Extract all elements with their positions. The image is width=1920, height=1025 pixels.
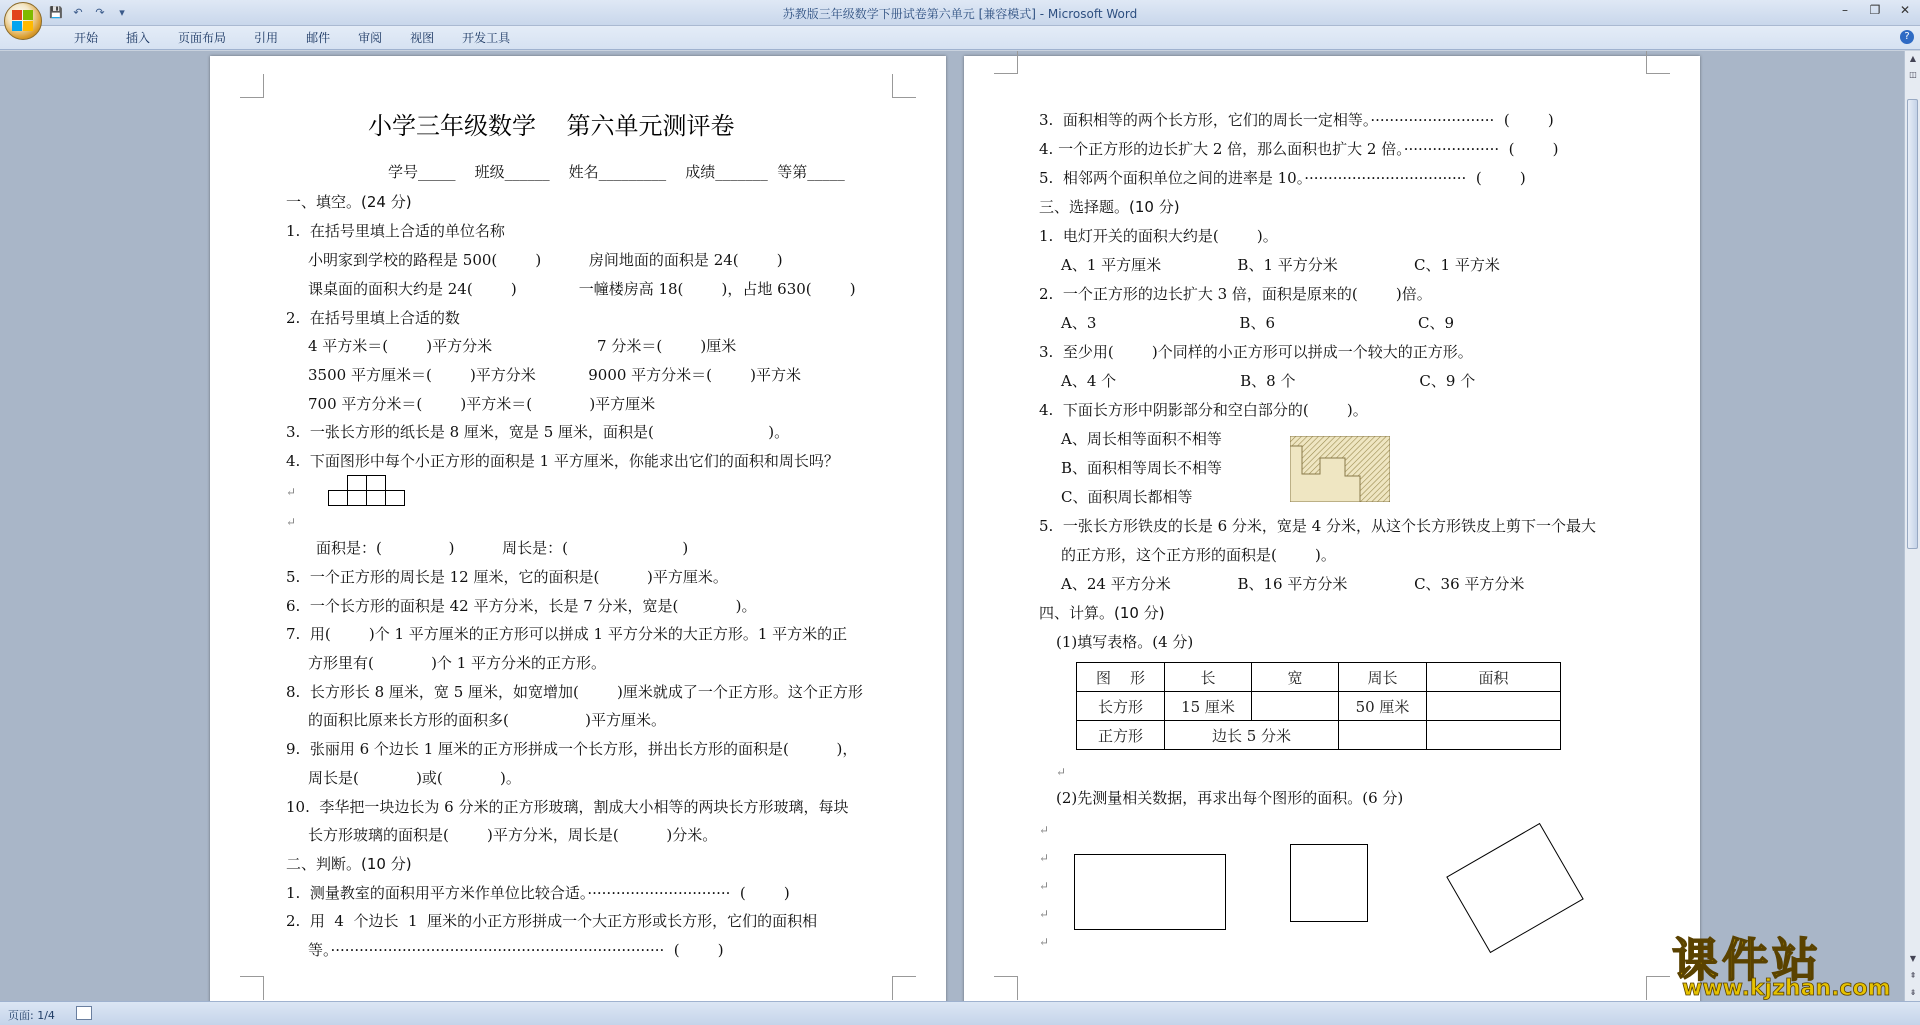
margin-corner-mark [1646, 976, 1670, 1000]
question-text: 小明家到学校的路程是 500( ) 房间地面的面积是 24( ) [308, 251, 783, 269]
unit-square [347, 490, 367, 506]
margin-corner-mark [994, 976, 1018, 1000]
question-text: 的面积比原来长方形的面积多( )平方厘米。 [308, 711, 666, 729]
help-icon[interactable]: ? [1900, 30, 1914, 44]
margin-corner-mark [892, 74, 916, 98]
answer-options: A、1 平方厘米 B、1 平方分米 C、1 平方米 [1061, 256, 1500, 274]
paragraph-mark: ↵ [1056, 765, 1067, 779]
page-title: 小学三年级数学 第六单元测评卷 [368, 112, 735, 140]
unit-square [366, 475, 386, 491]
table-cell: 正方形 [1077, 721, 1165, 750]
page-2[interactable] [964, 56, 1700, 1001]
question-text: 2. 用 4 个边长 1 厘米的小正方形拼成一个大正方形或长方形，它们的面积相 [286, 912, 818, 930]
tilted-rectangle-shape[interactable] [1446, 823, 1584, 953]
answer-option: A、周长相等面积不相等 [1061, 430, 1222, 448]
table-cell[interactable] [1252, 692, 1339, 721]
question-text: 课桌面的面积大约是 24( ) 一幢楼房高 18( )，占地 630( ) [308, 280, 856, 298]
question-text: 5. 一张长方形铁皮的长是 6 分米，宽是 4 分米，从这个长方形铁皮上剪下一个最大 [1039, 517, 1597, 535]
question-text: 面积是：( ) 周长是：( ) [316, 539, 689, 557]
window-title: 苏教版三年级数学下册试卷第六单元 [兼容模式] - Microsoft Word [782, 7, 1138, 21]
question-text: 等。······································································ ( ) [308, 941, 724, 959]
unit-square [328, 490, 348, 506]
table-cell: 边长 5 分米 [1165, 721, 1339, 750]
paragraph-mark: ↵ [1039, 823, 1050, 837]
table-header-cell: 周长 [1339, 663, 1427, 692]
watermark-logo-text: 课件站 [1672, 933, 1822, 987]
margin-corner-mark [994, 51, 1018, 74]
site-watermark [1672, 924, 1908, 1000]
maximize-button[interactable]: ❐ [1869, 3, 1881, 17]
unit-square [347, 475, 367, 491]
question-text: 3500 平方厘米＝( )平方分米 9000 平方分米＝( )平方米 [308, 366, 802, 384]
square-shape[interactable] [1290, 844, 1368, 922]
minimize-button[interactable]: – [1842, 3, 1848, 17]
title-bar [0, 0, 1920, 26]
next-page-icon[interactable]: ⇟ [1909, 988, 1917, 997]
question-text: 3. 至少用( )个同样的小正方形可以拼成一个较大的正方形。 [1039, 343, 1473, 361]
answer-options: A、3 B、6 C、9 [1061, 314, 1455, 332]
question-text: 长方形玻璃的面积是( )平方分米，周长是( )分米。 [308, 826, 718, 844]
margin-corner-mark [1646, 51, 1670, 74]
tab-home[interactable]: 开始 [74, 31, 99, 45]
question-text: 9. 张丽用 6 个边长 1 厘米的正方形拼成一个长方形，拼出长方形的面积是( )， [286, 740, 858, 758]
window-controls [1830, 0, 1920, 20]
table-header-cell: 面积 [1427, 663, 1561, 692]
question-text: 1. 电灯开关的面积大约是( )。 [1039, 227, 1278, 245]
question-text: 周长是( )或( )。 [308, 769, 521, 787]
question-text: 1. 在括号里填上合适的单位名称 [286, 222, 505, 240]
sub-question: (2)先测量相关数据，再求出每个图形的面积。(6 分) [1056, 789, 1404, 807]
customize-qat-icon[interactable]: ▾ [119, 5, 125, 19]
question-text: 700 平方分米＝( )平方米＝( )平方厘米 [308, 395, 656, 413]
question-text: 2. 在括号里填上合适的数 [286, 309, 460, 327]
rectangle-shape[interactable] [1074, 854, 1226, 930]
answer-option: B、面积相等周长不相等 [1061, 459, 1223, 477]
table-header-cell: 图 形 [1077, 663, 1165, 692]
vertical-scrollbar[interactable] [1904, 51, 1920, 1001]
undo-icon[interactable]: ↶ [73, 5, 83, 19]
watermark-url: www.kjzhan.com [1682, 976, 1891, 1001]
table-cell[interactable] [1339, 721, 1427, 750]
ribbon-tabs-bar [0, 26, 1920, 50]
paragraph-mark: ↵ [286, 485, 297, 499]
margin-corner-mark [240, 74, 264, 98]
paragraph-mark: ↵ [1039, 851, 1050, 865]
redo-icon[interactable]: ↷ [95, 5, 105, 19]
question-text: 10. 李华把一块边长为 6 分米的正方形玻璃，割成大小相等的两块长方形玻璃，每块 [286, 798, 849, 816]
question-text: 8. 长方形长 8 厘米，宽 5 厘米，如宽增加( )厘米就成了一个正方形。这个正方形 [286, 683, 863, 701]
question-text: 方形里有( )个 1 平方分米的正方形。 [308, 654, 607, 672]
section-heading: 一、填空。(24 分) [286, 193, 412, 211]
paragraph-mark: ↵ [286, 515, 297, 529]
table-header-cell: 长 [1165, 663, 1252, 692]
table-header-cell: 宽 [1252, 663, 1339, 692]
section-heading: 二、判断。(10 分) [286, 855, 412, 873]
table-cell: 15 厘米 [1165, 692, 1252, 721]
question-text: 5. 一个正方形的周长是 12 厘米，它的面积是( )平方厘米。 [286, 568, 728, 586]
table-cell: 长方形 [1077, 692, 1165, 721]
question-text: 5. 相邻两个面积单位之间的进率是 10。·································· ( ) [1039, 169, 1526, 187]
question-text: 3. 面积相等的两个长方形，它们的周长一定相等。·························· ( ) [1039, 111, 1554, 129]
save-icon[interactable]: 💾 [49, 5, 63, 19]
question-text: 1. 测量教室的面积用平方米作单位比较合适。······························ ( ) [286, 884, 790, 902]
ribbon-tabs [60, 30, 524, 46]
page-1[interactable] [210, 56, 946, 1001]
question-text: 4. 下面图形中每个小正方形的面积是 1 平方厘米，你能求出它们的面积和周长吗？ [286, 452, 839, 470]
table-row [1077, 721, 1561, 750]
office-logo-icon [12, 10, 34, 32]
table-cell: 50 厘米 [1339, 692, 1427, 721]
table-cell[interactable] [1427, 692, 1561, 721]
tab-page-layout[interactable]: 页面布局 [178, 31, 227, 45]
tab-insert[interactable]: 插入 [126, 31, 151, 45]
section-heading: 三、选择题。(10 分) [1039, 198, 1180, 216]
previous-page-icon[interactable]: ⇞ [1909, 971, 1917, 980]
proofing-icon[interactable] [76, 1006, 92, 1020]
tab-review[interactable]: 审阅 [358, 31, 383, 45]
tab-developer[interactable]: 开发工具 [462, 31, 511, 45]
document-workspace[interactable] [0, 51, 1904, 1001]
close-button[interactable]: ✕ [1899, 3, 1911, 17]
answer-options: A、4 个 B、8 个 C、9 个 [1061, 372, 1476, 390]
office-button[interactable] [4, 2, 42, 40]
table-cell[interactable] [1427, 721, 1561, 750]
section-heading: 四、计算。(10 分) [1039, 604, 1165, 622]
table-row [1077, 692, 1561, 721]
question-text: 4. 一个正方形的边长扩大 2 倍，那么面积也扩大 2 倍。···················· ( ) [1039, 140, 1559, 158]
margin-corner-mark [892, 976, 916, 1000]
question-text: 4 平方米＝( )平方分米 7 分米＝( )厘米 [308, 337, 737, 355]
answer-option: C、面积周长都相等 [1061, 488, 1193, 506]
tab-references[interactable]: 引用 [254, 31, 279, 45]
question-text: 6. 一个长方形的面积是 42 平方分米，长是 7 分米，宽是( )。 [286, 597, 757, 615]
margin-corner-mark [240, 976, 264, 1000]
scroll-thumb[interactable] [1907, 99, 1918, 549]
fill-in-table [1076, 662, 1561, 750]
page-count[interactable]: 页面: 1/4 [8, 1009, 55, 1022]
scroll-up-icon[interactable]: ▲ [1909, 54, 1917, 63]
question-text: 的正方形，这个正方形的面积是( )。 [1061, 546, 1336, 564]
question-text: 2. 一个正方形的边长扩大 3 倍，面积是原来的( )倍。 [1039, 285, 1432, 303]
question-text: 7. 用( )个 1 平方厘米的正方形可以拼成 1 平方分米的大正方形。1 平方米的正 [286, 625, 848, 643]
paragraph-mark: ↵ [1039, 907, 1050, 921]
answer-options: A、24 平方分米 B、16 平方分米 C、36 平方分米 [1061, 575, 1525, 593]
shaded-rectangle-figure [1290, 436, 1390, 502]
status-bar [0, 1001, 1920, 1025]
table-row [1077, 663, 1561, 692]
sub-question: (1)填写表格。(4 分) [1056, 633, 1194, 651]
scroll-down-icon[interactable]: ▼ [1909, 954, 1917, 963]
unit-square [385, 490, 405, 506]
tab-mailings[interactable]: 邮件 [306, 31, 331, 45]
tab-view[interactable]: 视图 [410, 31, 435, 45]
question-text: 4. 下面长方形中阴影部分和空白部分的( )。 [1039, 401, 1368, 419]
unit-square [366, 490, 386, 506]
student-info-line: 学号_____ 班级______ 姓名_________ 成绩_______ 等第_____ [388, 163, 845, 181]
paragraph-mark: ↵ [1039, 935, 1050, 949]
question-text: 3. 一张长方形的纸长是 8 厘米，宽是 5 厘米，面积是( )。 [286, 423, 790, 441]
ruler-toggle-icon[interactable]: ◫ [1909, 70, 1917, 79]
paragraph-mark: ↵ [1039, 879, 1050, 893]
